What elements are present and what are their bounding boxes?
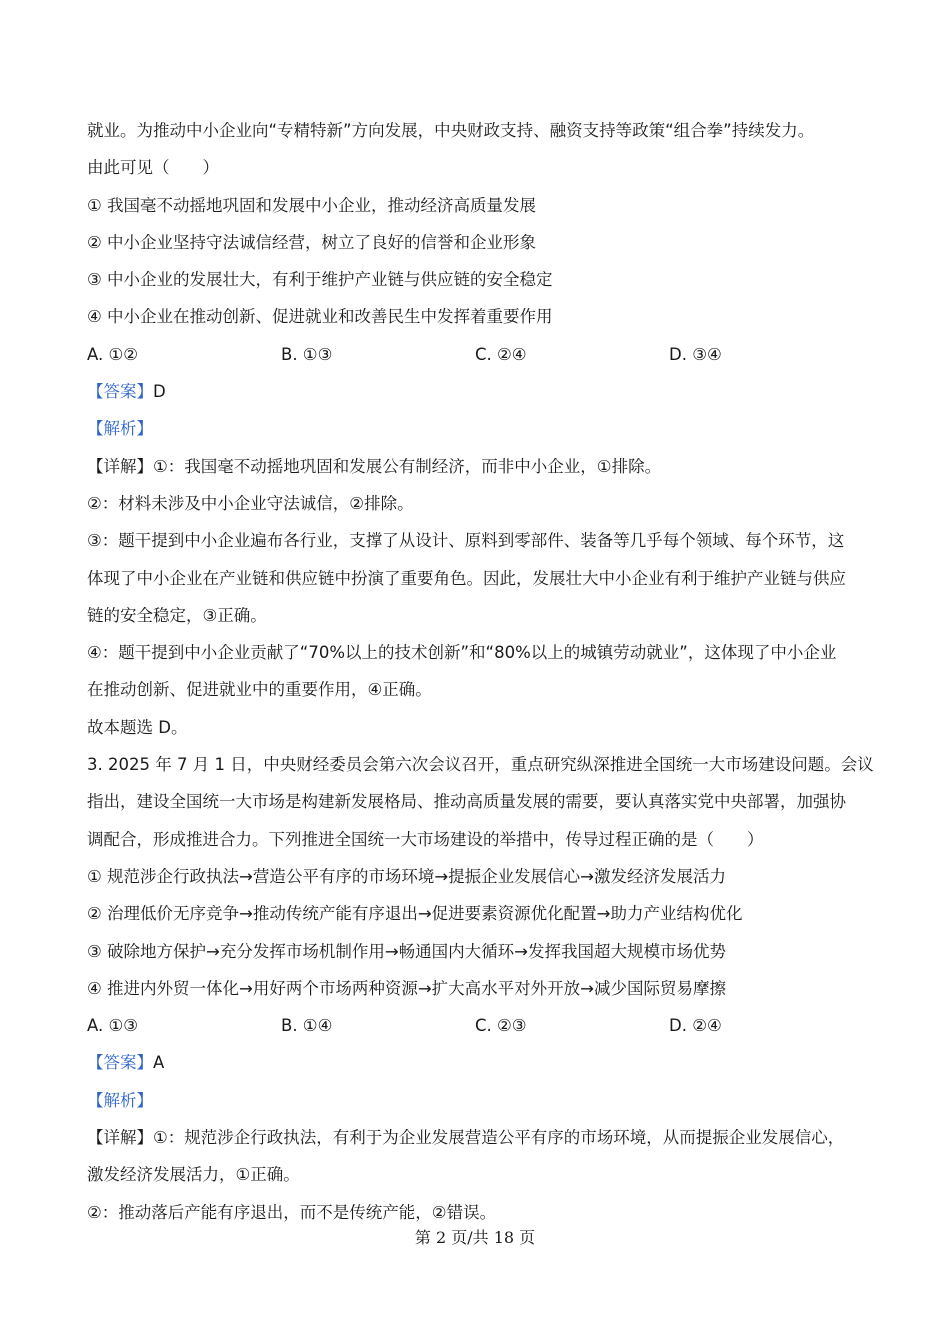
q2-analysis-label: 【解析】 [87, 419, 153, 439]
q3-item: ④ 推进内外贸一体化→用好两个市场两种资源→扩大高水平对外开放→减少国际贸易摩擦 [87, 978, 727, 998]
q3-stem-line: 指出，建设全国统一大市场是构建新发展格局、推动高质量发展的需要，要认真落实党中央部署，加强协 [87, 792, 846, 812]
q2-option-d: D. ③④ [669, 344, 722, 364]
q2-option-c: C. ②④ [475, 344, 527, 364]
page-footer: 第 2 页/共 18 页 [414, 1228, 536, 1247]
q2-detail-line: ④：题干提到中小企业贡献了“70%以上的技术创新”和“80%以上的城镇劳动就业”，这体现了中小企业 [87, 643, 837, 663]
q3-option-c: C. ②③ [475, 1016, 527, 1036]
q2-option-a: A. ①② [87, 344, 139, 364]
q2-detail-line [87, 448, 867, 485]
q2-answer [87, 373, 867, 410]
q3-option-b: B. ①④ [281, 1016, 333, 1036]
q3-item: ② 治理低价无序竞争→推动传统产能有序退出→促进要素资源优化配置→助力产业结构优化 [87, 904, 743, 924]
detail-text: ①：我国毫不动摇地巩固和发展公有制经济，而非中小企业，①排除。 [153, 456, 662, 476]
q2-stem-line: 由此可见（ ） [87, 158, 219, 178]
q2-detail-line: ②：材料未涉及中小企业守法诚信，②排除。 [87, 493, 414, 513]
q2-detail-line: 链的安全稳定，③正确。 [87, 605, 267, 625]
q2-conclusion: 故本题选 D。 [87, 717, 188, 737]
q2-detail-line: 体现了中小企业在产业链和供应链中扮演了重要角色。因此，发展壮大中小企业有利于维护产业链与供应 [87, 568, 846, 588]
q3-option-d: D. ②④ [669, 1016, 722, 1036]
answer-label: 【答案】 [87, 382, 153, 402]
q2-item: ① 我国毫不动摇地巩固和发展中小企业，推动经济高质量发展 [87, 195, 537, 215]
q2-detail-line: ③：题干提到中小企业遍布各行业，支撑了从设计、原料到零部件、装备等几乎每个领域、每个环节，这 [87, 531, 845, 551]
q3-options [87, 1007, 867, 1044]
answer-value: D [153, 382, 166, 402]
q3-analysis-label: 【解析】 [87, 1090, 153, 1110]
q3-answer [87, 1044, 867, 1081]
q2-option-b: B. ①③ [281, 344, 333, 364]
q3-item: ③ 破除地方保护→充分发挥市场机制作用→畅通国内大循环→发挥我国超大规模市场优势 [87, 941, 727, 961]
q2-item: ③ 中小企业的发展壮大，有利于维护产业链与供应链的安全稳定 [87, 270, 553, 290]
q2-options [87, 336, 867, 373]
q3-option-a: A. ①③ [87, 1016, 139, 1036]
answer-value: A [153, 1053, 165, 1073]
detail-text: ①：规范涉企行政执法，有利于为企业发展营造公平有序的市场环境，从而提振企业发展信心， [153, 1128, 845, 1148]
q2-item: ④ 中小企业在推动创新、促进就业和改善民生中发挥着重要作用 [87, 307, 553, 327]
detail-label: 【详解】 [87, 456, 153, 476]
q3-stem-line: 调配合，形成推进合力。下列推进全国统一大市场建设的举措中，传导过程正确的是（ ） [87, 829, 764, 849]
q3-detail-line: 激发经济发展活力，①正确。 [87, 1165, 300, 1185]
q3-detail-line: ②：推动落后产能有序退出，而不是传统产能，②错误。 [87, 1202, 497, 1222]
q3-item: ① 规范涉企行政执法→营造公平有序的市场环境→提振企业发展信心→激发经济发展活力 [87, 866, 727, 886]
q2-stem-line: 就业。为推动中小企业向“专精特新”方向发展，中央财政支持、融资支持等政策“组合拳”持续发力。 [87, 121, 815, 140]
q2-detail-line: 在推动创新、促进就业中的重要作用，④正确。 [87, 680, 432, 700]
q3-detail-line [87, 1119, 867, 1156]
document-page [87, 112, 874, 1231]
q2-item: ② 中小企业坚持守法诚信经营，树立了良好的信誉和企业形象 [87, 232, 537, 252]
q3-stem-line: 3. 2025 年 7 月 1 日，中央财经委员会第六次会议召开，重点研究纵深推进全国统一大市场建设问题。会议 [87, 755, 874, 775]
detail-label: 【详解】 [87, 1128, 153, 1148]
answer-label: 【答案】 [87, 1053, 153, 1073]
